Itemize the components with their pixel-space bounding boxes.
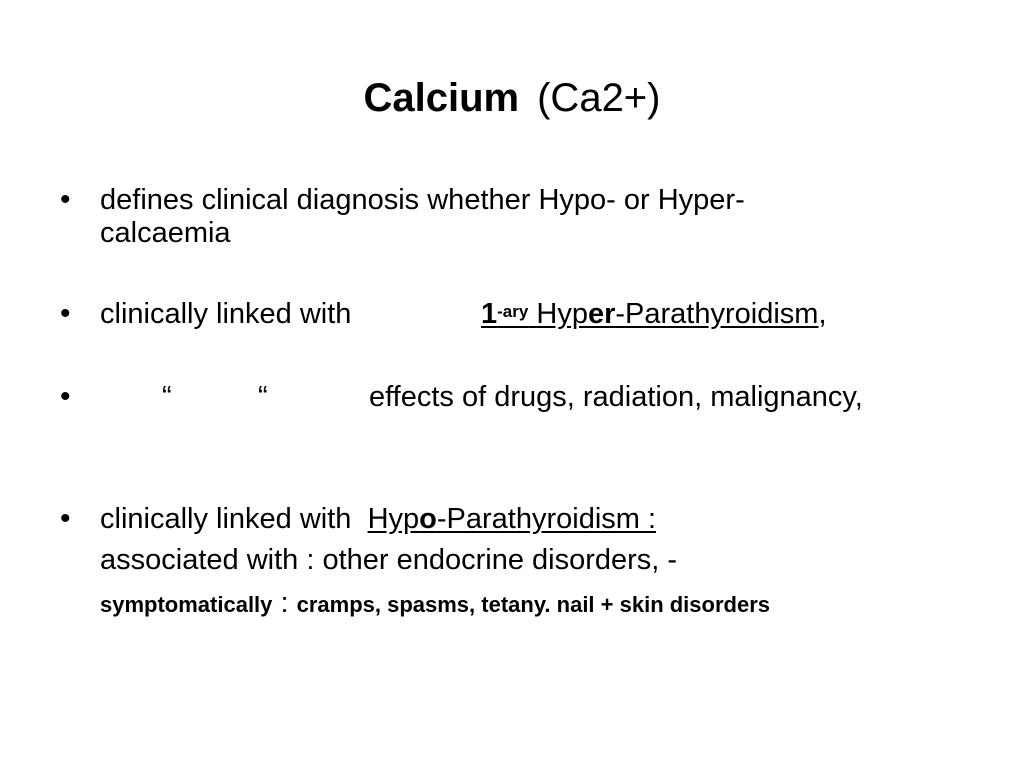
parathyroidism-text: -Parathyroidism bbox=[615, 298, 819, 330]
bullet-4-line-1 bbox=[100, 502, 656, 536]
ditto-mark-1: “ bbox=[162, 381, 172, 413]
primary-hyperparathyroidism bbox=[481, 297, 827, 331]
title-formula: (Ca2+) bbox=[537, 76, 661, 120]
bullet-1-line-1: defines clinical diagnosis whether Hypo- or Hyper- bbox=[100, 184, 745, 216]
bullet-2-line bbox=[100, 297, 827, 331]
bullet-4-prefix: clinically linked with bbox=[100, 503, 352, 535]
symptomatically-label: symptomatically bbox=[100, 592, 273, 617]
hypoparathyroidism-term bbox=[368, 503, 656, 535]
o-emphasis: o bbox=[419, 503, 437, 535]
hyp-prefix: Hyp bbox=[367, 503, 420, 535]
hyp-prefix: Hyp bbox=[536, 298, 588, 330]
bullet-marker: • bbox=[60, 502, 71, 535]
bullet-4-line-3 bbox=[100, 586, 770, 622]
parathyroidism-text: -Parathyroidism : bbox=[436, 503, 657, 535]
hyperpara-underlined-term bbox=[481, 298, 818, 330]
bullet-4-line-2: associated with : other endocrine disorders, - bbox=[100, 544, 678, 576]
ditto-mark-2: “ bbox=[258, 381, 268, 413]
er-emphasis: er bbox=[587, 298, 616, 330]
ordinal-number: 1 bbox=[481, 298, 498, 330]
bullet-marker: • bbox=[60, 380, 71, 413]
symptom-colon: : bbox=[280, 587, 289, 619]
bullet-2-prefix: clinically linked with bbox=[100, 298, 352, 330]
slide-title bbox=[0, 74, 1024, 122]
title-bold: Calcium bbox=[363, 76, 520, 120]
bullet-marker: • bbox=[60, 297, 71, 330]
trailing-comma: , bbox=[818, 298, 827, 330]
bullet-3-text: effects of drugs, radiation, malignancy, bbox=[369, 381, 863, 413]
ordinal-suffix: -ary bbox=[497, 302, 529, 321]
bullet-marker: • bbox=[60, 183, 71, 216]
symptom-list: cramps, spasms, tetany. nail + skin disorders bbox=[296, 592, 771, 617]
bullet-1-line-2: calcaemia bbox=[100, 217, 231, 249]
